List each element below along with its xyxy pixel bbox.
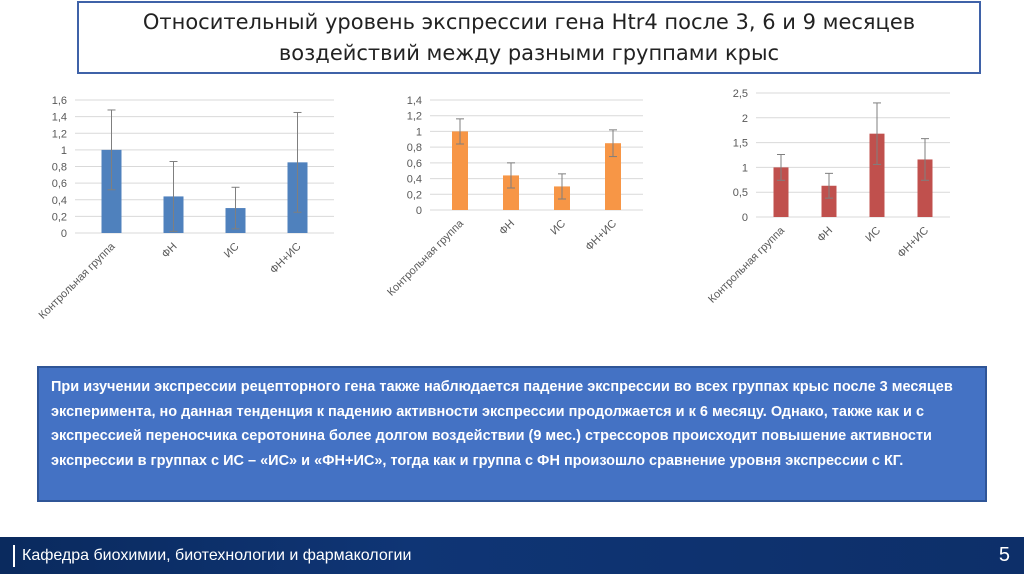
y-tick-label: 0 [415, 205, 422, 217]
y-tick-label: 0 [60, 228, 67, 240]
y-tick-label: 1,2 [406, 110, 422, 123]
x-tick-label: ИС [221, 240, 242, 261]
y-tick-label: 1 [415, 126, 422, 139]
x-tick-label: Контрольная группа [36, 240, 118, 322]
y-tick-label: 0,6 [406, 157, 422, 170]
y-tick-label: 1 [60, 144, 67, 157]
y-tick-label: 1,5 [732, 137, 748, 150]
y-tick-label: 0,8 [406, 142, 422, 155]
x-tick-label: ИС [863, 224, 884, 245]
x-tick-label: ФН [159, 240, 180, 261]
conclusion-text: При изучении экспрессии рецепторного гена также наблюдается падение экспрессии во всех группах крыс после 3 месяцев эксперимента, но данная тенденция к падению активности экспрессии продолжается и к 6 месяцу. Однако, также как и с экспрессией переносчика серотонина более долгом воздействии (9 мес.) стрессоров происходит повышение активности экспрессии в группах с ИС – «ИС» и «ФН+ИС», тогда как и группа с ФН произошло сравнение уровня экспрессии с КГ. [51, 379, 953, 469]
y-tick-label: 0,6 [51, 178, 67, 191]
y-tick-label: 0,2 [406, 189, 422, 202]
x-tick-label: Контрольная группа [706, 224, 788, 306]
x-tick-label: ФН [815, 224, 836, 245]
department-name: Кафедра биохимии, биотехнологии и фармакологии [22, 547, 412, 564]
y-tick-label: 1,4 [406, 95, 422, 107]
y-tick-label: 0 [741, 212, 748, 224]
y-tick-label: 2,5 [732, 88, 748, 100]
y-tick-label: 1,4 [51, 111, 67, 124]
y-tick-label: 0,2 [51, 211, 67, 224]
x-tick-label: ФН+ИС [267, 240, 304, 277]
y-tick-label: 1 [741, 162, 748, 175]
title-line-2: воздействий между разными группами крыс [278, 40, 780, 65]
y-tick-label: 0,5 [732, 187, 748, 200]
title-line-1: Относительный уровень экспрессии гена Htr4 после 3, 6 и 9 месяцев [142, 9, 916, 34]
x-tick-label: ФН [497, 217, 518, 238]
y-tick-label: 1,2 [51, 128, 67, 141]
footer [0, 537, 1024, 574]
page-number: 5 [998, 544, 1010, 566]
y-tick-label: 2 [741, 112, 748, 125]
footer-divider [13, 545, 15, 567]
y-tick-label: 0,4 [406, 173, 422, 186]
x-tick-label: ФН+ИС [895, 224, 932, 261]
y-tick-label: 1,6 [51, 95, 67, 107]
x-tick-label: ФН+ИС [583, 217, 620, 254]
y-tick-label: 0,4 [51, 194, 67, 207]
y-tick-label: 0,8 [51, 161, 67, 174]
x-tick-label: Контрольная группа [385, 217, 467, 299]
conclusion-box [37, 366, 987, 502]
x-tick-label: ИС [548, 217, 569, 238]
